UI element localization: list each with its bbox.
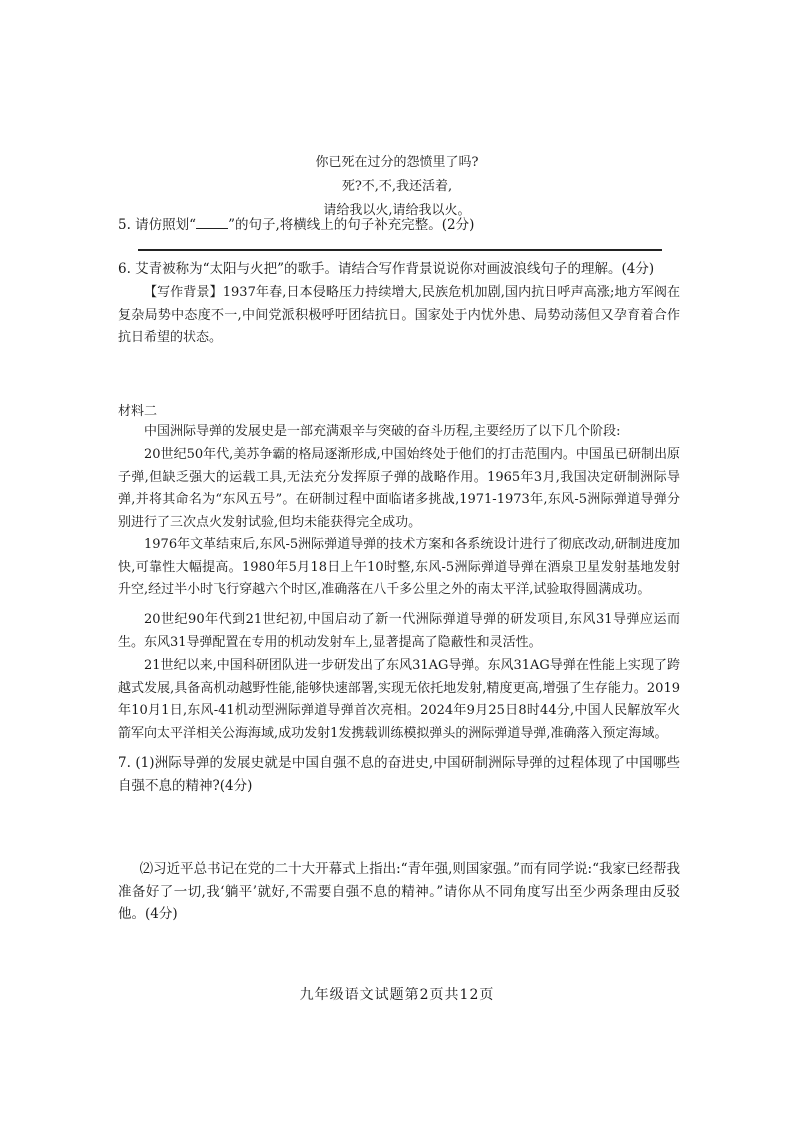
material-paragraph-1: 中国洲际导弹的发展史是一部充满艰辛与突破的奋斗历程,主要经历了以下几个阶段: bbox=[144, 424, 621, 439]
writing-background: 【写作背景】1937年春,日本侵略压力持续增大,民族危机加剧,国内抗日呼声高涨;地方军阀在复杂局势中态度不一,中间党派积极呼吁团结抗日。国家处于内忧外患、局势动荡但又孕育着合作抗日希望的状态。 bbox=[118, 285, 680, 345]
page-footer: 九年级语文试题第2页共12页 bbox=[299, 987, 495, 1003]
question-5 bbox=[118, 214, 678, 236]
question-5-prefix: 5. 请仿照划“ bbox=[118, 217, 197, 233]
blank-marker bbox=[196, 216, 228, 229]
question-7-part-1: 7. (1)洲际导弹的发展史就是中国自强不息的奋进史,中国研制洲际导弹的过程体现了中国哪些自强不息的精神?(4分) bbox=[118, 755, 680, 794]
poem-line-3: 请给我以火,请给我以火。 bbox=[323, 203, 471, 218]
material-paragraph-2: 20世纪50年代,美苏争霸的格局逐渐形成,中国始终处于他们的打击范围内。中国虽已研制出原子弹,但缺乏强大的运载工具,无法充分发挥原子弹的战略作用。1965年3月,我国决定研制洲际导弹,并将其命名为“东风五号”。在研制过程中面临诸多挑战,1971-1973年,东风-5洲际弹道导弹分别进行了三次点火发射试验,但均未能获得完全成功。 bbox=[118, 447, 680, 530]
material-paragraph-3: 1976年文革结束后,东风-5洲际弹道导弹的技术方案和各系统设计进行了彻底改动,研制进度加快,可靠性大幅提高。1980年5月18日上午10时整,东风-5洲际弹道导弹在酒泉卫星发射基地发射升空,经过半小时飞行穿越六个时区,准确落在八千多公里之外的南太平洋,试验取得圆满成功。 bbox=[118, 537, 680, 597]
question-7-part-2: ⑵习近平总书记在党的二十大开幕式上指出:“青年强,则国家强。”而有同学说:“我家已经帮我准备好了一切,我‘躺平’就好,不需要自强不息的精神。”请你从不同角度写出至少两条理由反驳他。(4分) bbox=[118, 861, 680, 922]
question-6: 6. 艾青被称为“太阳与火把”的歌手。请结合写作背景说说你对画波浪线句子的理解。(4分) bbox=[118, 261, 655, 277]
material-paragraph-4: 20世纪90年代到21世纪初,中国启动了新一代洲际弹道导弹的研发项目,东风31导弹应运而生。东风31导弹配置在专用的机动发射车上,显著提高了隐蔽性和灵活性。 bbox=[118, 612, 680, 650]
answer-line bbox=[138, 249, 662, 251]
question-5-suffix: ”的句子,将横线上的句子补充完整。(2分) bbox=[228, 217, 475, 233]
poem-line-2: 死?不,不,我还活着, bbox=[341, 179, 453, 194]
material-paragraph-5: 21世纪以来,中国科研团队进一步研发出了东风31AG导弹。东风31AG导弹在性能上实现了跨越式发展,具备高机动越野性能,能够快速部署,实现无依托地发射,精度更高,增强了生存能力。2019年10月1日,东风-41机动型洲际弹道导弹首次亮相。2024年9月25日8时44分,中国人民解放军火箭军向太平洋相关公海海域,成功发射1发携载训练模拟弹头的洲际弹道导弹,准确落入预定海域。 bbox=[118, 658, 680, 741]
poem-line-1: 你已死在过分的怨愤里了吗? bbox=[315, 155, 479, 170]
material-heading: 材料二 bbox=[118, 404, 158, 419]
